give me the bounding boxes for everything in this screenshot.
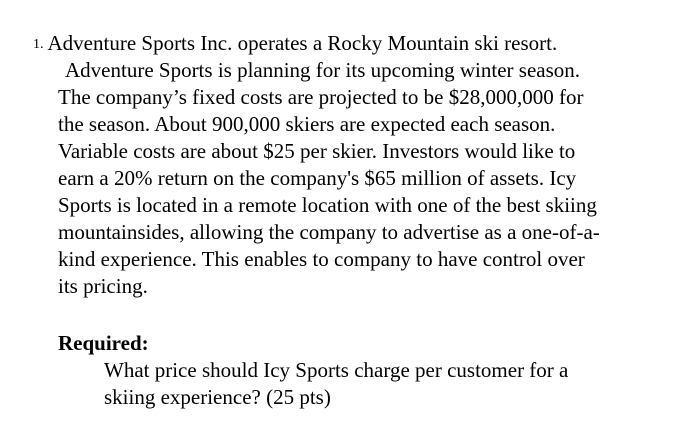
question-text-line: Variable costs are about $25 per skier. Investors would like to (58, 139, 576, 163)
question-text-line: the season. About 900,000 skiers are expected each season. (58, 112, 556, 136)
question-first-line (33, 30, 557, 58)
question-text-line: earn a 20% return on the company's $65 million of assets. Icy (58, 166, 577, 190)
question-text-line: Sports is located in a remote location with one of the best skiing (58, 193, 597, 217)
required-text-line: skiing experience? (25 pts) (104, 385, 331, 409)
question-text-line: kind experience. This enables to company to have control over (58, 247, 585, 271)
required-text-line: What price should Icy Sports charge per customer for a (104, 358, 569, 382)
question-text-line: mountainsides, allowing the company to advertise as a one-of-a- (58, 220, 600, 244)
question-text-line: Adventure Sports is planning for its upcoming winter season. (65, 58, 581, 82)
question-number: 1. (33, 37, 44, 52)
question-text-line: its pricing. (58, 274, 148, 298)
question-text-line: The company’s fixed costs are projected to be $28,000,000 for (58, 85, 584, 109)
question-text-line: Adventure Sports Inc. operates a Rocky Mountain ski resort. (47, 31, 558, 55)
required-heading: Required: (58, 331, 149, 355)
